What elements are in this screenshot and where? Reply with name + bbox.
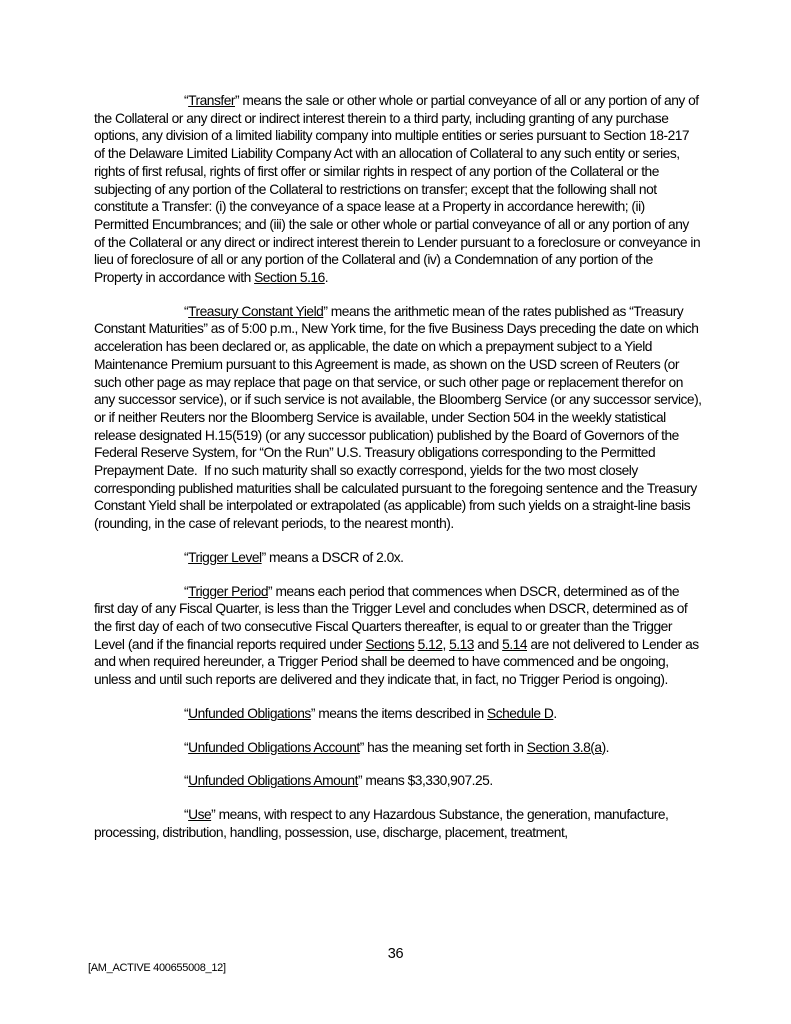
text-run: .: [553, 705, 557, 721]
text-run: “: [184, 583, 189, 599]
text-run: are not delivered to Lender as and when required hereunder, a Trigger Period shall be deemed to have commenced and be ongoing, unless and until such reports are delivered and they indicate that, in fact, no Trigger Period is ongoing).: [94, 636, 703, 688]
definition-paragraph-unfunded-obligations: [94, 705, 702, 723]
underlined-text: Use: [188, 806, 212, 822]
text-run: ” means a DSCR of 2.0x.: [261, 549, 404, 565]
definition-paragraph-trigger-level: [94, 549, 702, 567]
definition-paragraph-transfer: [94, 92, 702, 287]
underlined-text: Treasury Constant Yield: [188, 303, 324, 319]
underlined-text: Sections: [365, 636, 415, 652]
underlined-text: 5.12: [417, 636, 443, 652]
text-run: “: [184, 549, 189, 565]
underlined-text: Unfunded Obligations Account: [188, 739, 360, 755]
underlined-text: Section 3.8(a): [526, 739, 606, 755]
text-run: ” has the meaning set forth in: [359, 739, 527, 755]
underlined-text: Section 5.16: [254, 270, 325, 286]
page-number: 36: [387, 946, 404, 962]
text-run: ” means the sale or other whole or partial conveyance of all or any portion of any of the Collateral or any direct or indirect interest therein to a third party, including granting of any purchase options, any division of a limited liability company into multiple entities or series pursuant to Section 18-217 of the Delaware Limited Liability Company Act with an allocation of Collateral to any such entity or series, rights of first refusal, rights of first offer or similar rights in respect of any portion of the Collateral or the subjecting of any portion of the Collateral to restrictions on transfer; except that the following shall not constitute a Transfer: (i) the conveyance of a space lease at a Property in accordance herewith; (ii) Permitted Encumbrances; and (iii) the sale or other whole or partial conveyance of all or any portion of any of the Collateral or any direct or indirect interest therein to Lender pursuant to a foreclosure or conveyance in lieu of foreclosure of all or any portion of the Collateral and (iv) a Condemnation of any portion of the Property in accordance with: [94, 93, 704, 286]
text-run: .: [605, 739, 610, 755]
underlined-text: 5.14: [502, 636, 528, 652]
definition-paragraph-treasury-constant-yield: [94, 303, 705, 533]
underlined-text: Transfer: [188, 93, 235, 108]
text-run: ,: [442, 636, 450, 652]
text-run: “: [184, 739, 189, 755]
text-run: ” means $3,330,907.25.: [357, 773, 493, 789]
definition-paragraph-use: [94, 806, 702, 841]
text-run: ” means, with respect to any Hazardous Substance, the generation, manufacture, processing, distribution, handling, possession, use, discharge, placement, treatment,: [94, 806, 672, 840]
underlined-text: Unfunded Obligations Amount: [188, 773, 358, 789]
definition-paragraph-trigger-period: [94, 583, 702, 689]
underlined-text: Trigger Level: [188, 549, 262, 565]
text-run: and: [473, 636, 503, 652]
text-run: ” means each period that commences when DSCR, determined as of the first day of any Fiscal Quarter, is less than the Trigger Level and concludes when DSCR, determined as of the first day of each of two consecutive Fiscal Quarters thereafter, is equal to or greater than the Trigger Level (and if the financial reports required under: [94, 583, 691, 652]
text-run: “: [184, 303, 189, 319]
text-run: ” means the items described in: [310, 705, 488, 721]
definition-paragraph-unfunded-obligations-account: [94, 739, 702, 757]
text-run: .: [324, 270, 329, 286]
document-body: [94, 92, 705, 857]
text-run: “: [184, 806, 189, 822]
underlined-text: 5.13: [449, 636, 474, 652]
definition-paragraph-unfunded-obligations-amount: [94, 772, 702, 790]
text-run: “: [184, 773, 189, 789]
text-run: ” means the arithmetic mean of the rates published as “Treasury Constant Maturities” as of 5:00 p.m., New York time, for the five Business Days preceding the date on which acceleration has been declared or, as applicable, the date on which a prepayment subject to a Yield Maintenance Premium pursuant to this Agreement is made, as shown on the USD screen of Reuters (or such other page as may replace that page on that service, or such other page or replacement therefor on any successor service), or if such service is not available, the Bloomberg Service (or any successor service), or if neither Reuters nor the Bloomberg Service is available, under Section 504 in the weekly statistical release designated H.15(519) (or any successor publication) published by the Board of Governors of the Federal Reserve System, for “On the Run” U.S. Treasury obligations corresponding to the Permitted Prepayment Date. If no such maturity shall so exactly correspond, yields for the two most closely corresponding published maturities shall be calculated pursuant to the foregoing sentence and the Treasury Constant Yield shall be interpolated or extrapolated (as applicable) from such yields on a straight-line basis (rounding, in the case of relevant periods, to the nearest month).: [94, 303, 705, 532]
text-run: “: [184, 705, 189, 721]
document-id-footer: [AM_ACTIVE 400655008_12]: [88, 962, 226, 974]
underlined-text: Schedule D: [487, 705, 554, 721]
text-run: “: [184, 93, 189, 108]
underlined-text: Trigger Period: [188, 583, 269, 599]
underlined-text: Unfunded Obligations: [188, 705, 311, 721]
